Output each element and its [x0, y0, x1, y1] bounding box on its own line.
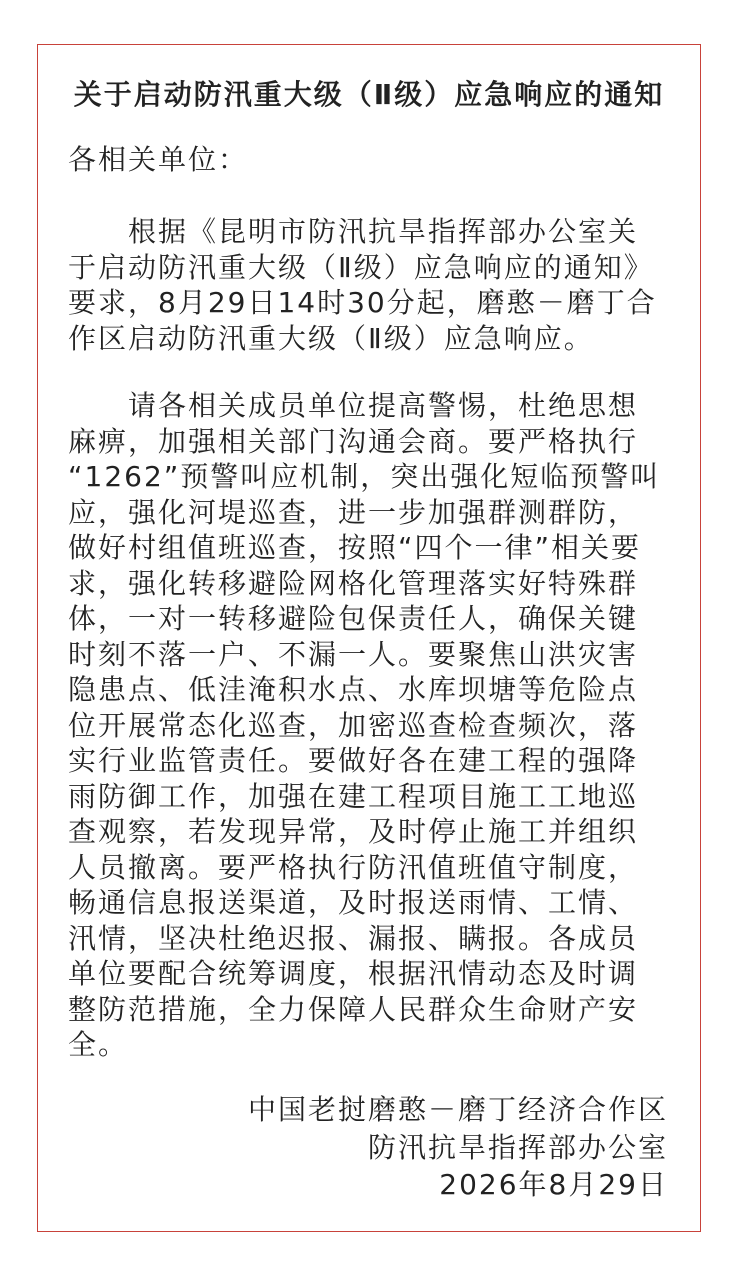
paragraph-line: “1262”预警叫应机制，突出强化短临预警叫: [68, 460, 661, 493]
paragraph-line: 实行业监管责任。要做好各在建工程的强降: [68, 744, 639, 777]
document-title: 关于启动防汛重大级（Ⅱ级）应急响应的通知: [73, 78, 665, 111]
paragraph-1: [68, 214, 670, 356]
salutation: 各相关单位：: [68, 143, 249, 176]
paragraph-line: 求，强化转移避险网格化管理落实好特殊群: [68, 566, 639, 600]
paragraph-2: [68, 388, 670, 1063]
paragraph-line: 作区启动防汛重大级（Ⅱ级）应急响应。: [68, 321, 594, 355]
signature-block: [248, 1091, 668, 1204]
paragraph-line: 雨防御工作，加强在建工程项目施工工地巡: [68, 779, 639, 813]
paragraph-line: 要求，8月29日14时30分起，磨憨－磨丁合: [68, 286, 657, 319]
paragraph-line: 全。: [68, 1028, 129, 1061]
paragraph-line: 隐患点、低洼淹积水点、水库坝塘等危险点: [68, 673, 639, 706]
paragraph-line: 汛情，坚决杜绝迟报、漏报、瞒报。各成员: [68, 921, 639, 955]
paragraph-line: 于启动防汛重大级（Ⅱ级）应急响应的通知》: [68, 250, 654, 284]
paragraph-line: 畅通信息报送渠道，及时报送雨情、工情、: [68, 886, 639, 919]
paragraph-line: 应，强化河堤巡查，进一步加强群测群防，: [68, 495, 639, 529]
signature-date: 2026年8月29日: [439, 1168, 668, 1201]
paragraph-line: 做好村组值班巡查，按照“四个一律”相关要: [68, 531, 642, 564]
paragraph-line: 单位要配合统筹调度，根据汛情动态及时调: [68, 957, 639, 990]
paragraph-line: 位开展常态化巡查，加密巡查检查频次，落: [68, 708, 639, 742]
signature-department: 防汛抗旱指挥部办公室: [367, 1130, 668, 1164]
signature-organization: 中国老挝磨憨－磨丁经济合作区: [247, 1093, 668, 1126]
paragraph-line: 请各相关成员单位提高警惕，杜绝思想: [128, 389, 639, 422]
paragraph-line: 麻痹，加强相关部门沟通会商。要严格执行: [68, 424, 639, 458]
paragraph-line: 体，一对一转移避险包保责任人，确保关键: [68, 602, 639, 635]
paragraph-line: 查观察，若发现异常，及时停止施工并组织: [68, 815, 639, 848]
paragraph-line: 人员撤离。要严格执行防汛值班值守制度，: [68, 850, 639, 884]
paragraph-line: 时刻不落一户、不漏一人。要聚焦山洪灾害: [68, 637, 639, 671]
paragraph-line: 整防范措施，全力保障人民群众生命财产安: [68, 992, 639, 1026]
paragraph-line: 根据《昆明市防汛抗旱指挥部办公室关: [128, 215, 639, 248]
